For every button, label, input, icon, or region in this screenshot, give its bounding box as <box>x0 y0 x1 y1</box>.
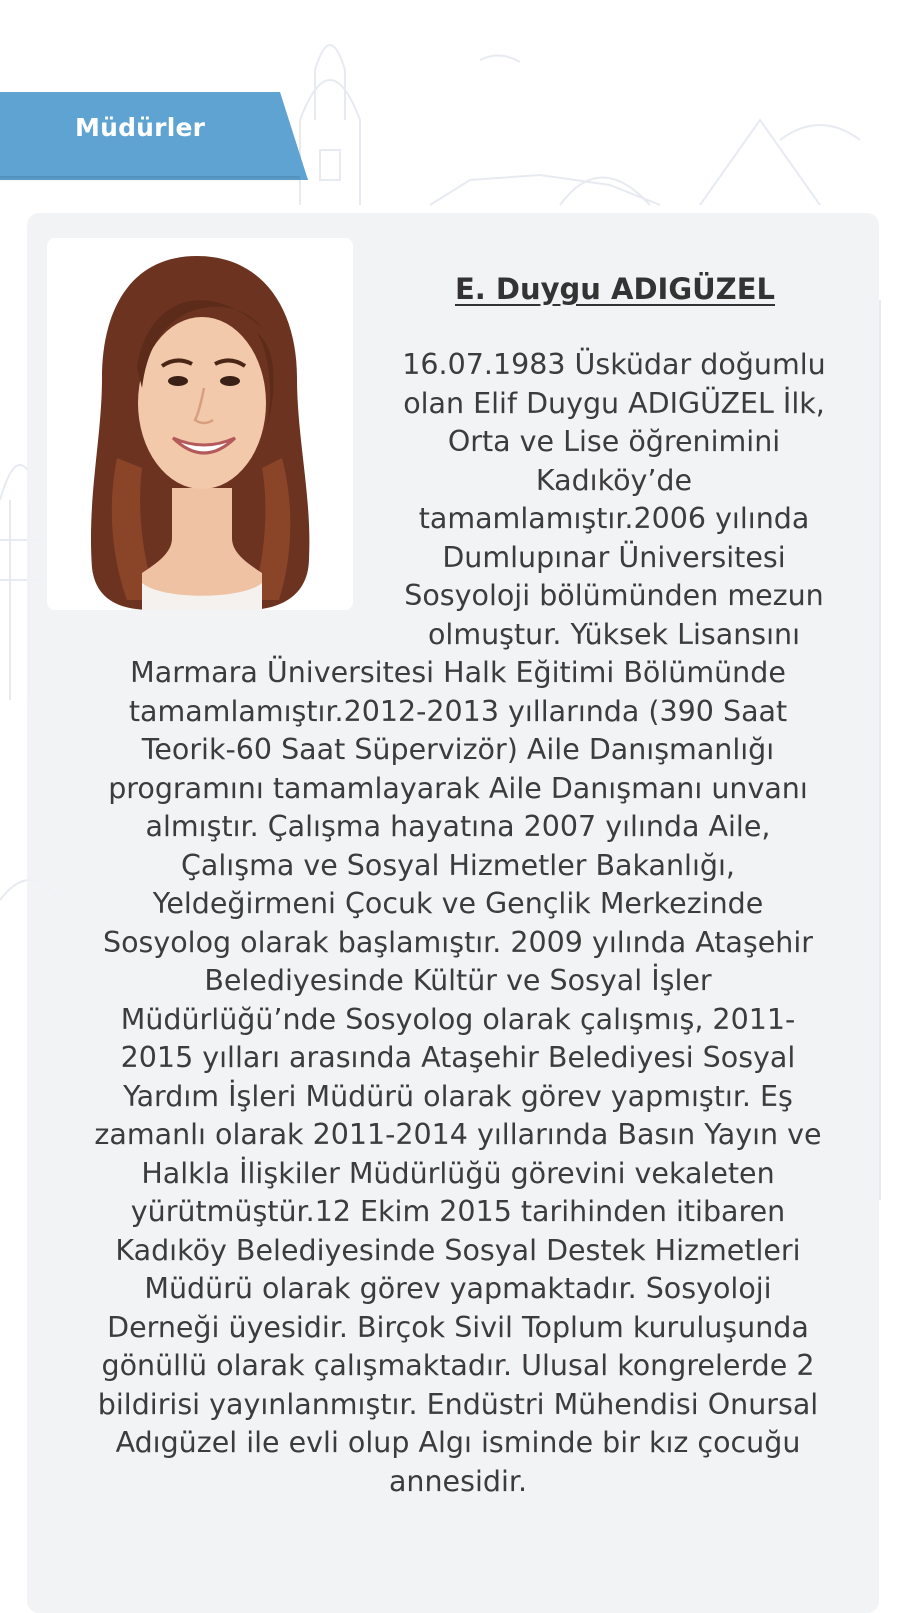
bio-line: yürütmüştür.12 Ekim 2015 tarihinden itibaren <box>130 1195 786 1228</box>
bio-line: olmuştur. Yüksek Lisansını <box>427 617 801 651</box>
bio-line: programını tamamlayarak Aile Danışmanı unvanı <box>108 771 808 805</box>
bio-line: Müdürü olarak görev yapmaktadır. Sosyoloji <box>144 1272 772 1305</box>
bio-line: olan Elif Duygu ADIGÜZEL İlk, <box>403 386 825 420</box>
bio-line: Derneği üyesidir. Birçok Sivil Toplum kuruluşunda <box>107 1310 809 1344</box>
bio-line: annesidir. <box>388 1464 528 1498</box>
bio-text-full-width <box>48 654 868 1501</box>
portrait-photo-icon <box>47 238 353 610</box>
bio-line: tamamlamıştır.2012-2013 yıllarında (390 Saat <box>128 694 788 728</box>
bio-line: 16.07.1983 Üsküdar doğumlu <box>402 348 826 381</box>
section-title: Müdürler <box>75 113 206 142</box>
bio-line: zamanlı olarak 2011-2014 yıllarında Basın Yayın ve <box>94 1118 822 1151</box>
bio-line: Yeldeğirmeni Çocuk ve Gençlik Merkezinde <box>152 887 764 920</box>
bio-text-beside-photo <box>368 346 860 654</box>
bio-line: Çalışma ve Sosyal Hizmetler Bakanlığı, <box>181 848 735 882</box>
bio-line: Yardım İşleri Müdürü olarak görev yapmıştır. Eş <box>123 1079 793 1113</box>
bio-line: Marmara Üniversitesi Halk Eğitimi Bölümünde <box>130 656 786 689</box>
bio-line: Belediyesinde Kültür ve Sosyal İşler <box>204 964 712 997</box>
bio-line: almıştır. Çalışma hayatına 2007 yılında Aile, <box>145 810 771 843</box>
bio-line: bildirisi yayınlanmıştır. Endüstri Mühendisi Onursal <box>97 1387 819 1421</box>
bio-line: Kadıköy’de <box>535 463 693 497</box>
bio-line: Halkla İlişkiler Müdürlüğü görevini vekaleten <box>141 1156 775 1190</box>
bio-line: gönüllü olarak çalışmaktadır. Ulusal kongrelerde 2 <box>101 1349 815 1382</box>
bio-line: tamamlamıştır.2006 yılında <box>418 502 810 535</box>
bio-line: Adıgüzel ile evli olup Algı isminde bir kız çocuğu <box>115 1426 801 1459</box>
bio-line: Sosyolog olarak başlamıştır. 2009 yılında Ataşehir <box>103 925 813 959</box>
bio-line: Müdürlüğü’nde Sosyolog olarak çalışmış, 2011- <box>120 1002 796 1036</box>
bio-line: Orta ve Lise öğrenimini <box>447 425 781 458</box>
bio-line: Sosyoloji bölümünden mezun <box>404 579 824 612</box>
bio-line: Kadıköy Belediyesinde Sosyal Destek Hizmetleri <box>115 1233 801 1267</box>
bio-line: 2015 yılları arasında Ataşehir Belediyesi Sosyal <box>120 1041 796 1074</box>
section-tab-shadow <box>0 176 300 182</box>
profile-name: E. Duygu ADIGÜZEL <box>454 272 776 306</box>
bio-line: Teorik-60 Saat Süpervizör) Aile Danışmanlığı <box>141 733 775 766</box>
bio-line: Dumlupınar Üniversitesi <box>442 540 786 574</box>
profile-photo <box>47 238 353 610</box>
